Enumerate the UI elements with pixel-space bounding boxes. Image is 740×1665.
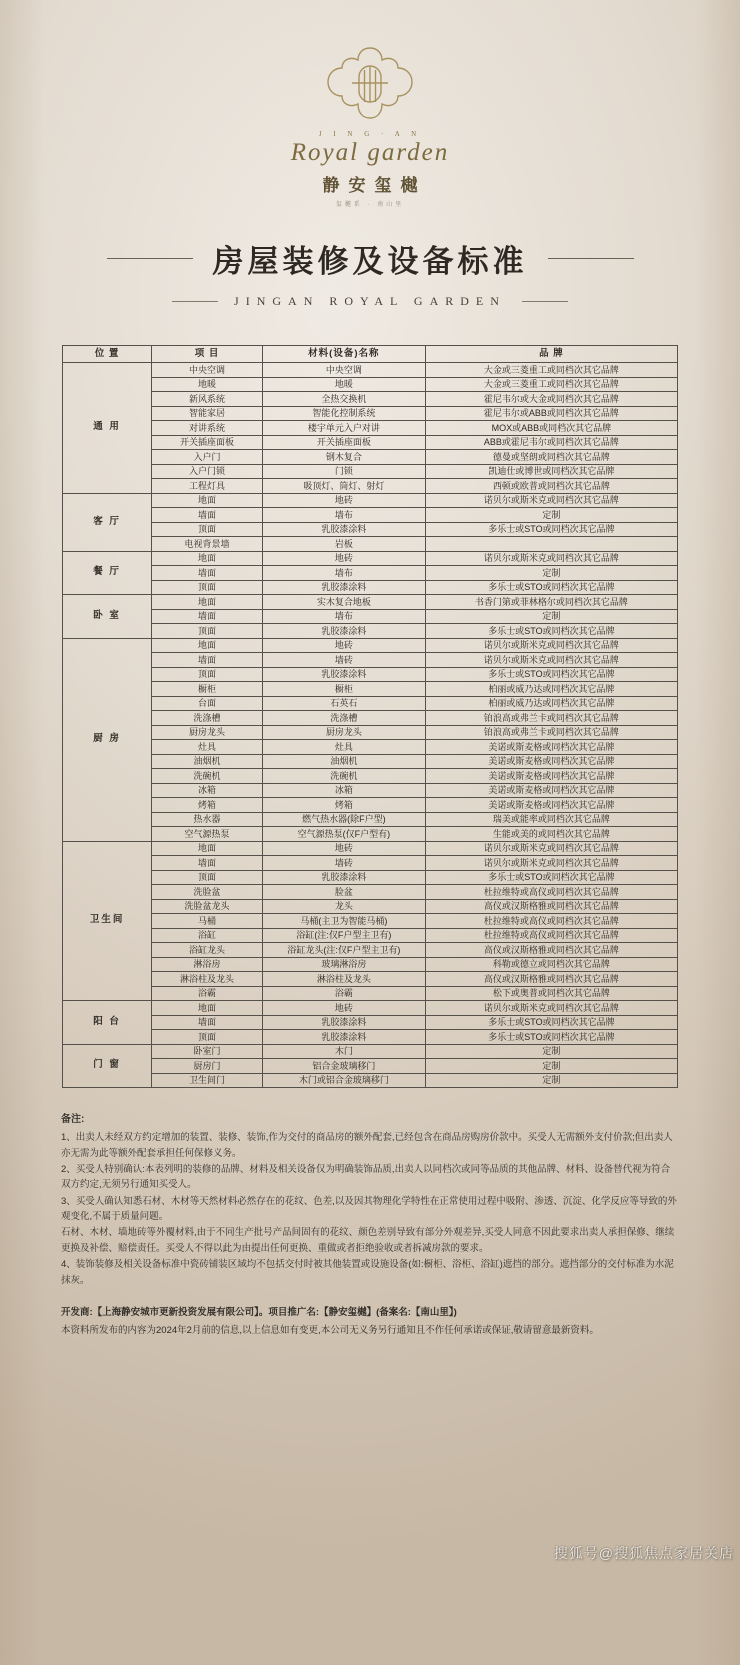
item-cell: 淋浴房 (152, 957, 263, 972)
material-cell: 实木复合地板 (262, 595, 425, 610)
section-location-cell: 门 窗 (63, 1044, 152, 1088)
note-item: 4、装饰装修及相关设备标准中瓷砖铺装区域均不包括交付时被其他装置或设施设备(如:橱柜、浴柜、浴缸)遮挡的部分。遮挡部分的交付标准为水泥抹灰。 (61, 1259, 674, 1286)
brand-cell: 诺贝尔或斯米克或同档次其它品牌 (425, 1001, 677, 1016)
item-cell: 中央空调 (152, 363, 263, 378)
brand-cell: 定制 (425, 1073, 677, 1088)
brand-cell: 松下或奥普或同档次其它品牌 (425, 986, 677, 1001)
table-row (63, 566, 678, 581)
material-cell: 乳胶漆涂料 (262, 580, 425, 595)
material-cell: 空气源热泵(仅F户型有) (262, 827, 425, 842)
item-cell: 灶具 (152, 740, 263, 755)
item-cell: 台面 (152, 696, 263, 711)
brand-cell: 高仪或汉斯格雅或同档次其它品牌 (425, 972, 677, 987)
table-row (63, 1015, 678, 1030)
developer-line: 开发商:【上海静安城市更新投资发展有限公司】。项目推广名:【静安玺樾】(备案名:【南山里】) (61, 1306, 457, 1318)
material-cell: 地砖 (262, 493, 425, 508)
table-row (63, 870, 678, 885)
spec-table-body (63, 363, 678, 1088)
material-cell: 地砖 (262, 841, 425, 856)
table-row (63, 537, 678, 552)
brand-cell: 大金或三菱重工或同档次其它品牌 (425, 377, 677, 392)
title-row (0, 236, 740, 281)
table-row (63, 580, 678, 595)
column-header-3: 品 牌 (425, 346, 677, 363)
note-item: 1、出卖人未经双方约定增加的装置、装修、装饰,作为交付的商品房的额外配套,已经包含在商品房购房价款中。买受人无需额外支付价款;但出卖人亦无需为此等额外配套承担任何保修义务。 (61, 1132, 673, 1159)
item-cell: 工程灯具 (152, 479, 263, 494)
table-row (63, 769, 678, 784)
material-cell: 墙砖 (262, 856, 425, 871)
item-cell: 洗脸盆龙头 (152, 899, 263, 914)
brand-cell: 杜拉维特或高仪或同档次其它品牌 (425, 885, 677, 900)
material-cell: 开关插座面板 (262, 435, 425, 450)
material-cell: 洗碗机 (262, 769, 425, 784)
material-cell: 玻璃淋浴房 (262, 957, 425, 972)
table-row (63, 667, 678, 682)
item-cell: 墙面 (152, 508, 263, 523)
brand-cell: 生能或美的或同档次其它品牌 (425, 827, 677, 842)
table-row (63, 406, 678, 421)
column-header-2: 材料(设备)名称 (262, 346, 425, 363)
material-cell: 岩板 (262, 537, 425, 552)
item-cell: 顶面 (152, 667, 263, 682)
spec-table-wrap (0, 345, 740, 1088)
brand-cell: 多乐士或STO或同档次其它品牌 (425, 1015, 677, 1030)
table-row (63, 986, 678, 1001)
brand-cell: 霍尼韦尔或ABB或同档次其它品牌 (425, 406, 677, 421)
item-cell: 橱柜 (152, 682, 263, 697)
notes-list (61, 1130, 679, 1288)
material-cell: 冰箱 (262, 783, 425, 798)
item-cell: 地面 (152, 595, 263, 610)
brand-sub: 玺樾系 · 南山里 (335, 202, 405, 208)
table-row (63, 856, 678, 871)
material-cell: 油烟机 (262, 754, 425, 769)
table-row (63, 682, 678, 697)
item-cell: 顶面 (152, 870, 263, 885)
brand-cell: 杜拉维特或高仪或同档次其它品牌 (425, 914, 677, 929)
item-cell: 浴缸 (152, 928, 263, 943)
material-cell: 墙砖 (262, 653, 425, 668)
page-subtitle: JINGAN ROYAL GARDEN (234, 294, 506, 308)
table-row (63, 464, 678, 479)
brand-cell: 铂浪高或弗兰卡或同档次其它品牌 (425, 711, 677, 726)
material-cell: 洗涤槽 (262, 711, 425, 726)
material-cell: 马桶(主卫为智能马桶) (262, 914, 425, 929)
table-row (63, 508, 678, 523)
brand-cell: 高仪或汉斯格雅或同档次其它品牌 (425, 943, 677, 958)
item-cell: 卫生间门 (152, 1073, 263, 1088)
item-cell: 顶面 (152, 522, 263, 537)
table-row (63, 972, 678, 987)
item-cell: 冰箱 (152, 783, 263, 798)
item-cell: 浴缸龙头 (152, 943, 263, 958)
material-cell: 铝合金玻璃移门 (262, 1059, 425, 1074)
brand-cell: 多乐士或STO或同档次其它品牌 (425, 624, 677, 639)
material-cell: 乳胶漆涂料 (262, 1030, 425, 1045)
title-rule-left (107, 258, 193, 259)
brand-cell: 多乐士或STO或同档次其它品牌 (425, 522, 677, 537)
material-cell: 石英石 (262, 696, 425, 711)
table-row (63, 421, 678, 436)
table-row (63, 783, 678, 798)
table-row (63, 711, 678, 726)
notes-section (61, 1112, 679, 1288)
table-row (63, 377, 678, 392)
table-row (63, 754, 678, 769)
note-item: 2、买受人特别确认:本表列明的装修的品牌、材料及相关设备仅为明确装饰品质,出卖人以同档次或同等品质的其他品牌、材料、设备替代视为符合双方约定,无须另行通知买受人。 (61, 1163, 671, 1191)
material-cell: 乳胶漆涂料 (262, 667, 425, 682)
item-cell: 对讲系统 (152, 421, 263, 436)
table-row (63, 653, 678, 668)
item-cell: 浴霸 (152, 986, 263, 1001)
item-cell: 开关插座面板 (152, 435, 263, 450)
item-cell: 马桶 (152, 914, 263, 929)
brand-cell: MOX或ABB或同档次其它品牌 (425, 421, 677, 436)
section-location-cell: 卫生间 (63, 841, 152, 1001)
item-cell: 电视背景墙 (152, 537, 263, 552)
brand-cell: 美诺或斯麦格或同档次其它品牌 (425, 754, 677, 769)
item-cell: 空气源热泵 (152, 827, 263, 842)
table-row (63, 885, 678, 900)
item-cell: 墙面 (152, 566, 263, 581)
item-cell: 淋浴柱及龙头 (152, 972, 263, 987)
material-cell: 浴缸(注:仅F户型主卫有) (262, 928, 425, 943)
table-row (63, 363, 678, 378)
brand-cell: 科勒或德立或同档次其它品牌 (425, 957, 677, 972)
item-cell: 厨房门 (152, 1059, 263, 1074)
brand-cell: 美诺或斯麦格或同档次其它品牌 (425, 740, 677, 755)
table-row (63, 435, 678, 450)
brand-cell: 多乐士或STO或同档次其它品牌 (425, 1030, 677, 1045)
table-row (63, 551, 678, 566)
table-row (63, 1073, 678, 1088)
material-cell: 地砖 (262, 1001, 425, 1016)
item-cell: 入户门锁 (152, 464, 263, 479)
material-cell: 浴霸 (262, 986, 425, 1001)
brand-cell (425, 537, 677, 552)
brand-cell: 柏丽或威乃达或同档次其它品牌 (425, 682, 677, 697)
brand-cell: 霍尼韦尔或大金或同档次其它品牌 (425, 392, 677, 407)
page-title: 房屋装修及设备标准 (212, 244, 528, 279)
item-cell: 地面 (152, 1001, 263, 1016)
brand-cell: 书香门第或菲林格尔或同档次其它品牌 (425, 595, 677, 610)
item-cell: 新风系统 (152, 392, 263, 407)
table-row (63, 624, 678, 639)
item-cell: 洗碗机 (152, 769, 263, 784)
table-row (63, 798, 678, 813)
item-cell: 顶面 (152, 580, 263, 595)
item-cell: 智能家居 (152, 406, 263, 421)
brand-cell: 铂浪高或弗兰卡或同档次其它品牌 (425, 725, 677, 740)
table-row (63, 899, 678, 914)
table-row (63, 841, 678, 856)
table-row (63, 812, 678, 827)
material-cell: 烤箱 (262, 798, 425, 813)
subtitle-rule-right (522, 301, 568, 302)
item-cell: 地面 (152, 493, 263, 508)
table-row (63, 827, 678, 842)
item-cell: 厨房龙头 (152, 725, 263, 740)
table-row (63, 522, 678, 537)
spec-table (62, 345, 678, 1088)
material-cell: 灶具 (262, 740, 425, 755)
brand-cell: 诺贝尔或斯米克或同档次其它品牌 (425, 856, 677, 871)
subtitle-row (0, 294, 740, 309)
material-cell: 厨房龙头 (262, 725, 425, 740)
material-cell: 墙布 (262, 508, 425, 523)
column-header-1: 项 目 (152, 346, 263, 363)
royal-garden-emblem-icon (322, 44, 418, 128)
brand-cell: 定制 (425, 1059, 677, 1074)
material-cell: 浴缸龙头(注:仅F户型主卫有) (262, 943, 425, 958)
brand-cell: 多乐士或STO或同档次其它品牌 (425, 870, 677, 885)
table-row (63, 1044, 678, 1059)
brand-cell: 德曼或坚朗或同档次其它品牌 (425, 450, 677, 465)
table-row (63, 1001, 678, 1016)
table-row (63, 725, 678, 740)
brand-cell: 定制 (425, 508, 677, 523)
item-cell: 地面 (152, 551, 263, 566)
subtitle-rule-left (172, 301, 218, 302)
brand-cell: 美诺或斯麦格或同档次其它品牌 (425, 798, 677, 813)
material-cell: 乳胶漆涂料 (262, 1015, 425, 1030)
table-row (63, 914, 678, 929)
brand-cell: 美诺或斯麦格或同档次其它品牌 (425, 769, 677, 784)
brand-cell: 柏丽或威乃达或同档次其它品牌 (425, 696, 677, 711)
material-cell: 木门或铝合金玻璃移门 (262, 1073, 425, 1088)
material-cell: 燃气热水器(除F户型) (262, 812, 425, 827)
brand-cell: 定制 (425, 566, 677, 581)
material-cell: 地砖 (262, 638, 425, 653)
material-cell: 橱柜 (262, 682, 425, 697)
item-cell: 卧室门 (152, 1044, 263, 1059)
brand-cell: ABB或霍尼韦尔或同档次其它品牌 (425, 435, 677, 450)
item-cell: 墙面 (152, 609, 263, 624)
note-item: 石材、木材、墙地砖等外覆材料,由于不同生产批号产品间固有的花纹、颜色差别导致有部分外观差异,买受人同意不因此要求出卖人承担保修、继续更换及补偿、赔偿责任。买受人不得以此为由提出任何更换、重做或者拒绝验收或者拆减房款的要求。 (61, 1227, 675, 1254)
brand-cell: 凯迪仕或博世或同档次其它品牌 (425, 464, 677, 479)
table-row (63, 493, 678, 508)
material-cell: 乳胶漆涂料 (262, 870, 425, 885)
table-row (63, 638, 678, 653)
watermark: 搜狐号@搜狐焦点家居关店 (553, 1545, 734, 1561)
material-cell: 钢木复合 (262, 450, 425, 465)
disclaimer-line: 本资料所发布的内容为2024年2月前的信息,以上信息如有变更,本公司无义务另行通知且不作任何承诺或保证,敬请留意最新资料。 (61, 1324, 599, 1336)
table-row (63, 479, 678, 494)
table-row (63, 696, 678, 711)
material-cell: 门锁 (262, 464, 425, 479)
brand-en-small: J I N G · A N (318, 130, 422, 138)
material-cell: 智能化控制系统 (262, 406, 425, 421)
table-row (63, 1030, 678, 1045)
brand-cell: 大金或三菱重工或同档次其它品牌 (425, 363, 677, 378)
brand-cell: 瑞美或能率或同档次其它品牌 (425, 812, 677, 827)
material-cell: 墙布 (262, 566, 425, 581)
table-row (63, 595, 678, 610)
item-cell: 墙面 (152, 1015, 263, 1030)
note-item: 3、买受人确认知悉石材、木材等天然材料必然存在的花纹、色差,以及因其物理化学特性在正常使用过程中吸附、渗透、沉淀、化学反应等导致的外观变化,不属于质量问题。 (61, 1195, 677, 1223)
section-location-cell: 卧 室 (63, 595, 152, 639)
item-cell: 洗涤槽 (152, 711, 263, 726)
brand-cell: 西顿或欧普或同档次其它品牌 (425, 479, 677, 494)
brand-cell: 诺贝尔或斯米克或同档次其它品牌 (425, 841, 677, 856)
brand-cell: 杜拉维特或高仪或同档次其它品牌 (425, 928, 677, 943)
section-location-cell: 阳 台 (63, 1001, 152, 1045)
material-cell: 龙头 (262, 899, 425, 914)
title-rule-right (548, 258, 634, 259)
table-row (63, 740, 678, 755)
brand-cn: 静安玺樾 (322, 176, 427, 195)
brand-cell: 美诺或斯麦格或同档次其它品牌 (425, 783, 677, 798)
section-location-cell: 餐 厅 (63, 551, 152, 595)
material-cell: 地砖 (262, 551, 425, 566)
brand-cell: 诺贝尔或斯米克或同档次其它品牌 (425, 653, 677, 668)
item-cell: 地暖 (152, 377, 263, 392)
table-row (63, 957, 678, 972)
material-cell: 地暖 (262, 377, 425, 392)
spec-table-head-row (63, 346, 678, 363)
table-row (63, 450, 678, 465)
table-row (63, 943, 678, 958)
table-row (63, 1059, 678, 1074)
material-cell: 墙布 (262, 609, 425, 624)
material-cell: 淋浴柱及龙头 (262, 972, 425, 987)
brand-cell: 多乐士或STO或同档次其它品牌 (425, 667, 677, 682)
notes-label: 备注: (61, 1114, 85, 1125)
material-cell: 吸顶灯、筒灯、射灯 (262, 479, 425, 494)
footer (61, 1304, 679, 1340)
logo-block (0, 0, 740, 208)
item-cell: 地面 (152, 638, 263, 653)
material-cell: 全热交换机 (262, 392, 425, 407)
item-cell: 热水器 (152, 812, 263, 827)
item-cell: 顶面 (152, 1030, 263, 1045)
material-cell: 楼宇单元入户对讲 (262, 421, 425, 436)
table-row (63, 392, 678, 407)
brand-script: Royal garden (290, 139, 450, 166)
item-cell: 油烟机 (152, 754, 263, 769)
section-location-cell: 通 用 (63, 363, 152, 494)
brand-cell: 诺贝尔或斯米克或同档次其它品牌 (425, 551, 677, 566)
brand-cell: 诺贝尔或斯米克或同档次其它品牌 (425, 493, 677, 508)
material-cell: 中央空调 (262, 363, 425, 378)
table-row (63, 609, 678, 624)
material-cell: 乳胶漆涂料 (262, 522, 425, 537)
brand-cell: 诺贝尔或斯米克或同档次其它品牌 (425, 638, 677, 653)
brand-cell: 定制 (425, 609, 677, 624)
column-header-0: 位 置 (63, 346, 152, 363)
brand-cell: 多乐士或STO或同档次其它品牌 (425, 580, 677, 595)
item-cell: 地面 (152, 841, 263, 856)
item-cell: 烤箱 (152, 798, 263, 813)
item-cell: 墙面 (152, 856, 263, 871)
section-location-cell: 厨 房 (63, 638, 152, 841)
section-location-cell: 客 厅 (63, 493, 152, 551)
material-cell: 乳胶漆涂料 (262, 624, 425, 639)
brand-cell: 高仪或汉斯格雅或同档次其它品牌 (425, 899, 677, 914)
table-row (63, 928, 678, 943)
material-cell: 脸盆 (262, 885, 425, 900)
item-cell: 洗脸盆 (152, 885, 263, 900)
item-cell: 墙面 (152, 653, 263, 668)
item-cell: 顶面 (152, 624, 263, 639)
item-cell: 入户门 (152, 450, 263, 465)
material-cell: 木门 (262, 1044, 425, 1059)
brand-cell: 定制 (425, 1044, 677, 1059)
